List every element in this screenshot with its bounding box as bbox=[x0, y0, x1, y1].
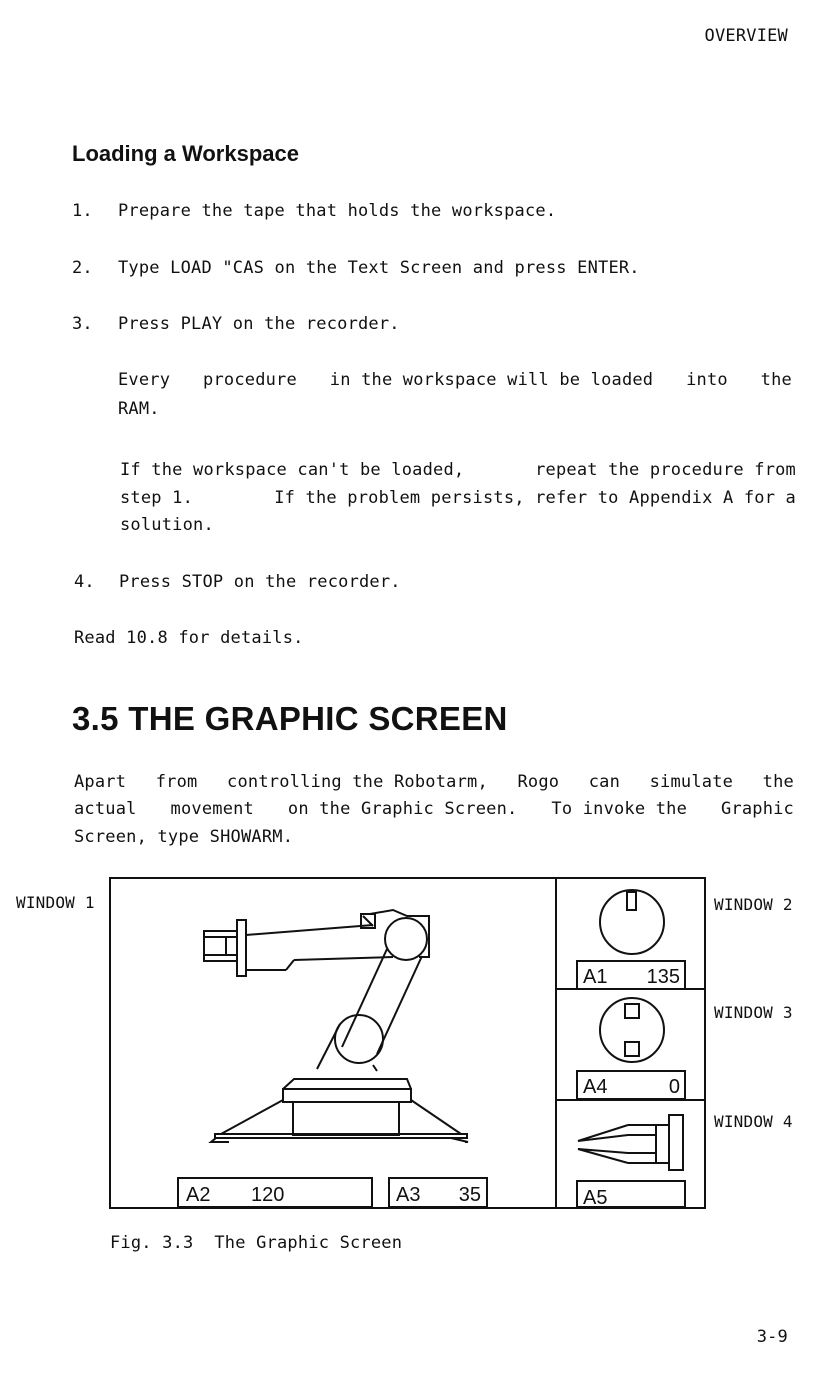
note-paragraph-line: If the workspace can't be loaded, repeat the procedure from bbox=[120, 460, 796, 480]
window-3-label: WINDOW 3 bbox=[714, 1003, 793, 1022]
figure-caption: Fig. 3.3 The Graphic Screen bbox=[110, 1233, 403, 1253]
step-number: 1. bbox=[72, 201, 93, 221]
running-header: OVERVIEW bbox=[704, 26, 788, 46]
gripper-icon bbox=[578, 1115, 683, 1170]
svg-text:120: 120 bbox=[251, 1184, 285, 1206]
readout-a2 bbox=[178, 1178, 372, 1207]
readout-a1 bbox=[577, 961, 685, 989]
svg-text:A5: A5 bbox=[583, 1187, 608, 1207]
step-number: 3. bbox=[72, 314, 93, 334]
step-text: Type LOAD "CAS on the Text Screen and press ENTER. bbox=[118, 258, 640, 278]
body-paragraph-line: Screen, type SHOWARM. bbox=[74, 827, 294, 847]
svg-text:0: 0 bbox=[668, 1076, 680, 1098]
body-paragraph-line: Apart from controlling the Robotarm, Rogo can simulate the bbox=[74, 772, 794, 792]
svg-text:35: 35 bbox=[458, 1184, 481, 1206]
step-text: Press PLAY on the recorder. bbox=[118, 314, 400, 334]
section-heading-loading: Loading a Workspace bbox=[72, 141, 299, 166]
note-paragraph-line: step 1. If the problem persists, refer to Appendix A for a bbox=[120, 488, 796, 508]
note-paragraph-line: Every procedure in the workspace will be loaded into the bbox=[118, 370, 792, 390]
window-1-label: WINDOW 1 bbox=[16, 893, 95, 912]
window-4-label: WINDOW 4 bbox=[714, 1112, 793, 1131]
page-number: 3-9 bbox=[756, 1327, 788, 1347]
step-text: Prepare the tape that holds the workspace. bbox=[118, 201, 557, 221]
svg-text:A1: A1 bbox=[583, 966, 608, 988]
readout-a4 bbox=[577, 1071, 685, 1099]
svg-text:135: 135 bbox=[646, 966, 680, 988]
dial-a4-icon bbox=[600, 998, 664, 1062]
step-text: Press STOP on the recorder. bbox=[119, 572, 401, 592]
svg-text:A3: A3 bbox=[396, 1184, 421, 1206]
step-number: 2. bbox=[72, 258, 93, 278]
robot-arm-drawing bbox=[204, 910, 468, 1142]
graphic-screen-figure bbox=[109, 877, 706, 1209]
note-paragraph-line: solution. bbox=[120, 515, 214, 535]
body-paragraph-line: actual movement on the Graphic Screen. To invoke the Graphic bbox=[74, 799, 794, 819]
cross-reference: Read 10.8 for details. bbox=[74, 628, 304, 648]
svg-text:A4: A4 bbox=[583, 1076, 608, 1098]
readout-a5 bbox=[577, 1181, 685, 1207]
note-paragraph-line: RAM. bbox=[118, 399, 160, 419]
section-heading-graphic-screen: 3.5 THE GRAPHIC SCREEN bbox=[72, 700, 508, 737]
svg-text:A2: A2 bbox=[186, 1184, 211, 1206]
window-2-label: WINDOW 2 bbox=[714, 895, 793, 914]
readout-a3 bbox=[389, 1178, 487, 1207]
dial-a1-icon bbox=[600, 890, 664, 954]
step-number: 4. bbox=[74, 572, 95, 592]
